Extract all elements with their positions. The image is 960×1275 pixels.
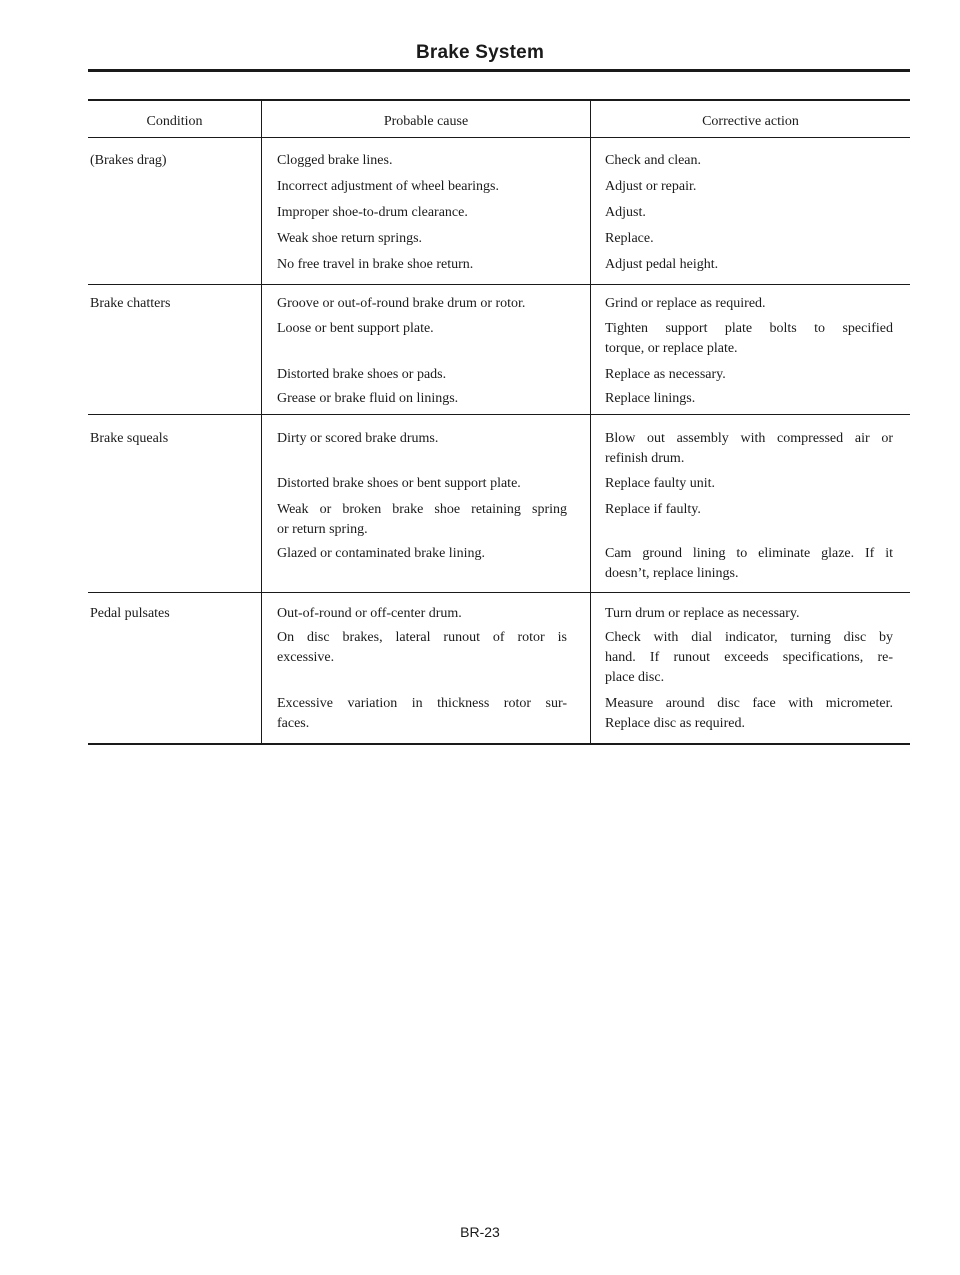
header-bottom-rule	[88, 137, 910, 138]
condition-cell: Brake chatters	[90, 296, 171, 311]
condition-cell: Brake squeals	[90, 431, 169, 446]
cause-line: Weak shoe return springs.	[277, 231, 423, 246]
cause-line: Weak or broken brake shoe retaining spring	[277, 502, 567, 517]
action-line: place disc.	[605, 670, 665, 685]
cause-line: Out-of-round or off-center drum.	[277, 606, 462, 621]
action-line: Replace disc as required.	[605, 716, 745, 731]
cause-line: No free travel in brake shoe return.	[277, 257, 474, 272]
cause-line: faces.	[277, 716, 310, 731]
cause-line: Grease or brake fluid on linings.	[277, 391, 459, 406]
action-line: Replace linings.	[605, 391, 696, 406]
action-line: Grind or replace as required.	[605, 296, 766, 311]
cause-line: Incorrect adjustment of wheel bearings.	[277, 179, 499, 194]
condition-cell: (Brakes drag)	[90, 153, 167, 168]
cause-line: Glazed or contaminated brake lining.	[277, 546, 485, 561]
action-line: Tighten support plate bolts to specified	[605, 321, 893, 336]
action-line: Replace as necessary.	[605, 367, 726, 382]
action-line: Measure around disc face with micrometer.	[605, 696, 893, 711]
action-line: Check and clean.	[605, 153, 702, 168]
action-line: Turn drum or replace as necessary.	[605, 606, 800, 621]
cause-line: Loose or bent support plate.	[277, 321, 434, 336]
action-line: Adjust pedal height.	[605, 257, 719, 272]
cause-line: Clogged brake lines.	[277, 153, 393, 168]
cause-line: Groove or out-of-round brake drum or rotor.	[277, 296, 526, 311]
group-divider	[88, 592, 910, 593]
page-number: BR-23	[460, 1224, 500, 1240]
title-rule	[88, 69, 910, 72]
cause-line: On disc brakes, lateral runout of rotor is	[277, 630, 567, 645]
table-bottom-rule	[88, 743, 910, 745]
group-divider	[88, 284, 910, 285]
page-title: Brake System	[415, 42, 545, 63]
action-line: Replace faulty unit.	[605, 476, 716, 491]
cause-line: Improper shoe-to-drum clearance.	[277, 205, 468, 220]
action-line: doesn’t, replace linings.	[605, 566, 739, 581]
action-line: torque, or replace plate.	[605, 341, 738, 356]
action-line: Blow out assembly with compressed air or	[605, 431, 893, 446]
cause-line: Excessive variation in thickness rotor sur-	[277, 696, 567, 711]
condition-cell: Pedal pulsates	[90, 606, 170, 621]
column-header-condition: Condition	[146, 114, 203, 129]
action-line: Adjust.	[605, 205, 646, 220]
action-line: Replace if faulty.	[605, 502, 701, 517]
column-header-corrective-action: Corrective action	[702, 114, 799, 129]
action-line: Cam ground lining to eliminate glaze. If it	[605, 546, 893, 561]
action-line: hand. If runout exceeds specifications, re-	[605, 650, 893, 665]
cause-line: Distorted brake shoes or bent support plate.	[277, 476, 521, 491]
action-line: Check with dial indicator, turning disc by	[605, 630, 893, 645]
group-divider	[88, 414, 910, 415]
column-header-probable-cause: Probable cause	[383, 114, 469, 129]
table-top-rule	[88, 99, 910, 101]
column-divider	[590, 99, 591, 745]
column-divider	[261, 99, 262, 745]
action-line: refinish drum.	[605, 451, 685, 466]
action-line: Adjust or repair.	[605, 179, 697, 194]
cause-line: or return spring.	[277, 522, 368, 537]
cause-line: Dirty or scored brake drums.	[277, 431, 439, 446]
cause-line: excessive.	[277, 650, 335, 665]
cause-line: Distorted brake shoes or pads.	[277, 367, 447, 382]
action-line: Replace.	[605, 231, 654, 246]
